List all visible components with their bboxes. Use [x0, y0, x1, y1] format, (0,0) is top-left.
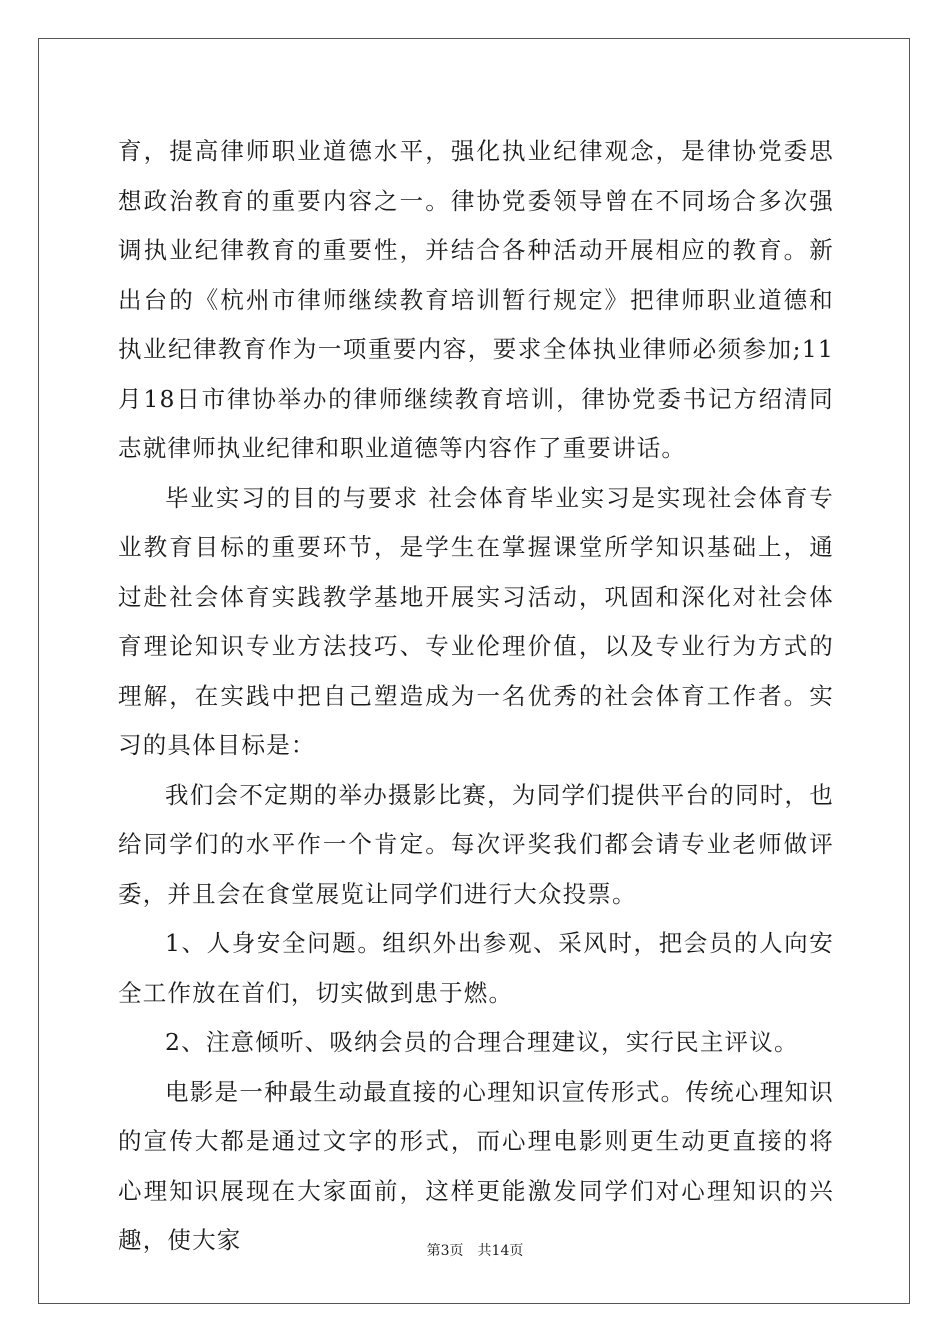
paragraph-3: 我们会不定期的举办摄影比赛，为同学们提供平台的同时，也给同学们的水平作一个肯定。每次评奖我们都会请专业老师做评委，并且会在食堂展览让同学们进行大众投票。: [118, 780, 834, 908]
paragraph-1: 育，提高律师职业道德水平，强化执业纪律观念，是律协党委思想政治教育的重要内容之一。律协党委领导曾在不同场合多次强调执业纪律教育的重要性，并结合各种活动开展相应的教育。新出台的《杭州市律师继续教育培训暂行规定》把律师职业道德和执业纪律教育作为一项重要内容，要求全体执业律师必须参加;11月18日市律协举办的律师继续教育培训，律协党委书记方绍清同志就律师执业纪律和职业道德等内容作了重要讲话。: [118, 137, 834, 462]
page-footer: [0, 1240, 950, 1260]
document-body: [118, 127, 834, 1266]
paragraph-2: 毕业实习的目的与要求 社会体育毕业实习是实现社会体育专业教育目标的重要环节，是学生在掌握课堂所学知识基础上，通过赴社会体育实践教学基地开展实习活动，巩固和深化对社会体育理论知识专业方法技巧、专业伦理价值，以及专业行为方式的理解，在实践中把自己塑造成为一名优秀的社会体育工作者。实习的具体目标是：: [118, 483, 834, 759]
paragraph-5: 2、注意倾听、吸纳会员的合理合理建议，实行民主评议。: [165, 1028, 799, 1056]
paragraph-6: 电影是一种最生动最直接的心理知识宣传形式。传统心理知识的宣传大都是通过文字的形式，而心理电影则更生动更直接的将心理知识展现在大家面前，这样更能激发同学们对心理知识的兴趣，使大家: [118, 1077, 834, 1254]
page-total: 共14页: [477, 1243, 524, 1259]
page-number: 第3页: [426, 1243, 464, 1259]
paragraph-4: 1、人身安全问题。组织外出参观、采风时，把会员的人向安全工作放在首们，切实做到患于燃。: [118, 929, 834, 1007]
